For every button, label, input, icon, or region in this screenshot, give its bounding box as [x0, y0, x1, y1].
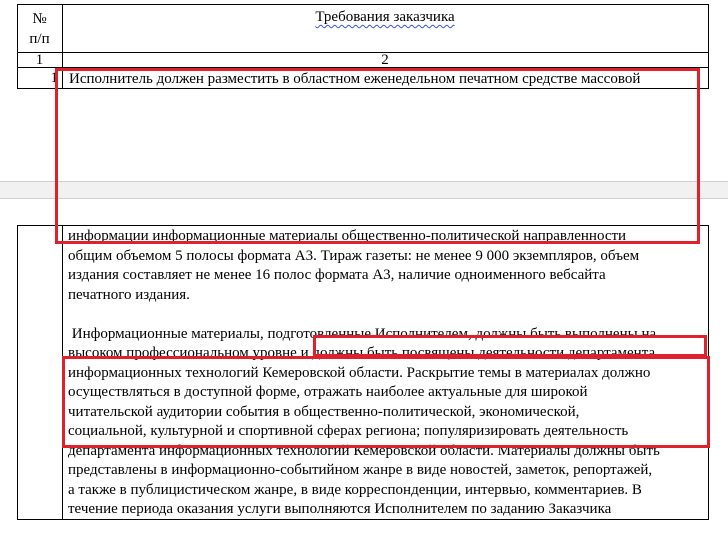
text-line: общим объемом 5 полосы формата А3. Тираж газеты: не менее 9 000 экземпляров, объем: [68, 247, 640, 264]
highlight-box-phrase: [313, 335, 707, 357]
num-column-header-symbol: №: [32, 11, 47, 27]
text-line: социальной, культурной и спортивной сферах региона; популяризировать деятельность: [68, 423, 629, 439]
table-border-right: [708, 4, 709, 89]
text-line-blank: [68, 305, 660, 325]
text-line: Информационные материалы, подготовленные Исполнителем, должны быть выполнены на: [68, 325, 657, 342]
text-line: высоком профессиональном уровне и должны быть посвящены деятельности департамента: [68, 345, 656, 361]
text-line: информационных технологий Кемеровской области. Раскрытие темы в материалах должно: [68, 364, 651, 381]
text-line: осуществляться в доступной форме, отражать наиболее актуальные для широкой: [68, 384, 588, 400]
highlight-box-page-break: [55, 68, 700, 244]
requirements-column-header: [62, 8, 708, 26]
text-line: течение периода оказания услуги выполняются Исполнителем по заданию Заказчика: [68, 501, 612, 517]
requirements-column-title: Требования заказчика: [315, 9, 455, 25]
highlight-box-paragraph: [62, 356, 710, 448]
column-number-1: 1: [35, 52, 44, 68]
text-line: департамента информационных технологий Кемеровской области. Материалы должны быть: [68, 442, 660, 459]
row-number: 1: [50, 70, 58, 86]
text-line: издания составляет не менее 16 полос формата А3, наличие одноименного вебсайта: [68, 267, 606, 283]
num-column-header: [17, 9, 62, 49]
text-line: представлены в информационно-событийном жанре в виде новостей, заметок, репортажей,: [68, 462, 653, 478]
text-line: читательской аудитории события в общественно-политической, экономической,: [68, 403, 580, 420]
text-line: печатного издания.: [68, 286, 190, 303]
num-column-header-abbr: п/п: [29, 31, 50, 47]
text-line: а также в публицистическом жанре, в виде корреспонденции, интервью, комментариев. В: [68, 481, 642, 498]
column-number-2: 2: [381, 52, 389, 68]
table-border-left-p2: [17, 225, 18, 520]
row-requirement-first-line: Исполнитель должен разместить в областном еженедельном печатном средстве массовой: [69, 71, 641, 87]
text-line: информации информационные материалы общественно-политической направленности: [68, 228, 627, 244]
table-border-top: [17, 4, 709, 5]
